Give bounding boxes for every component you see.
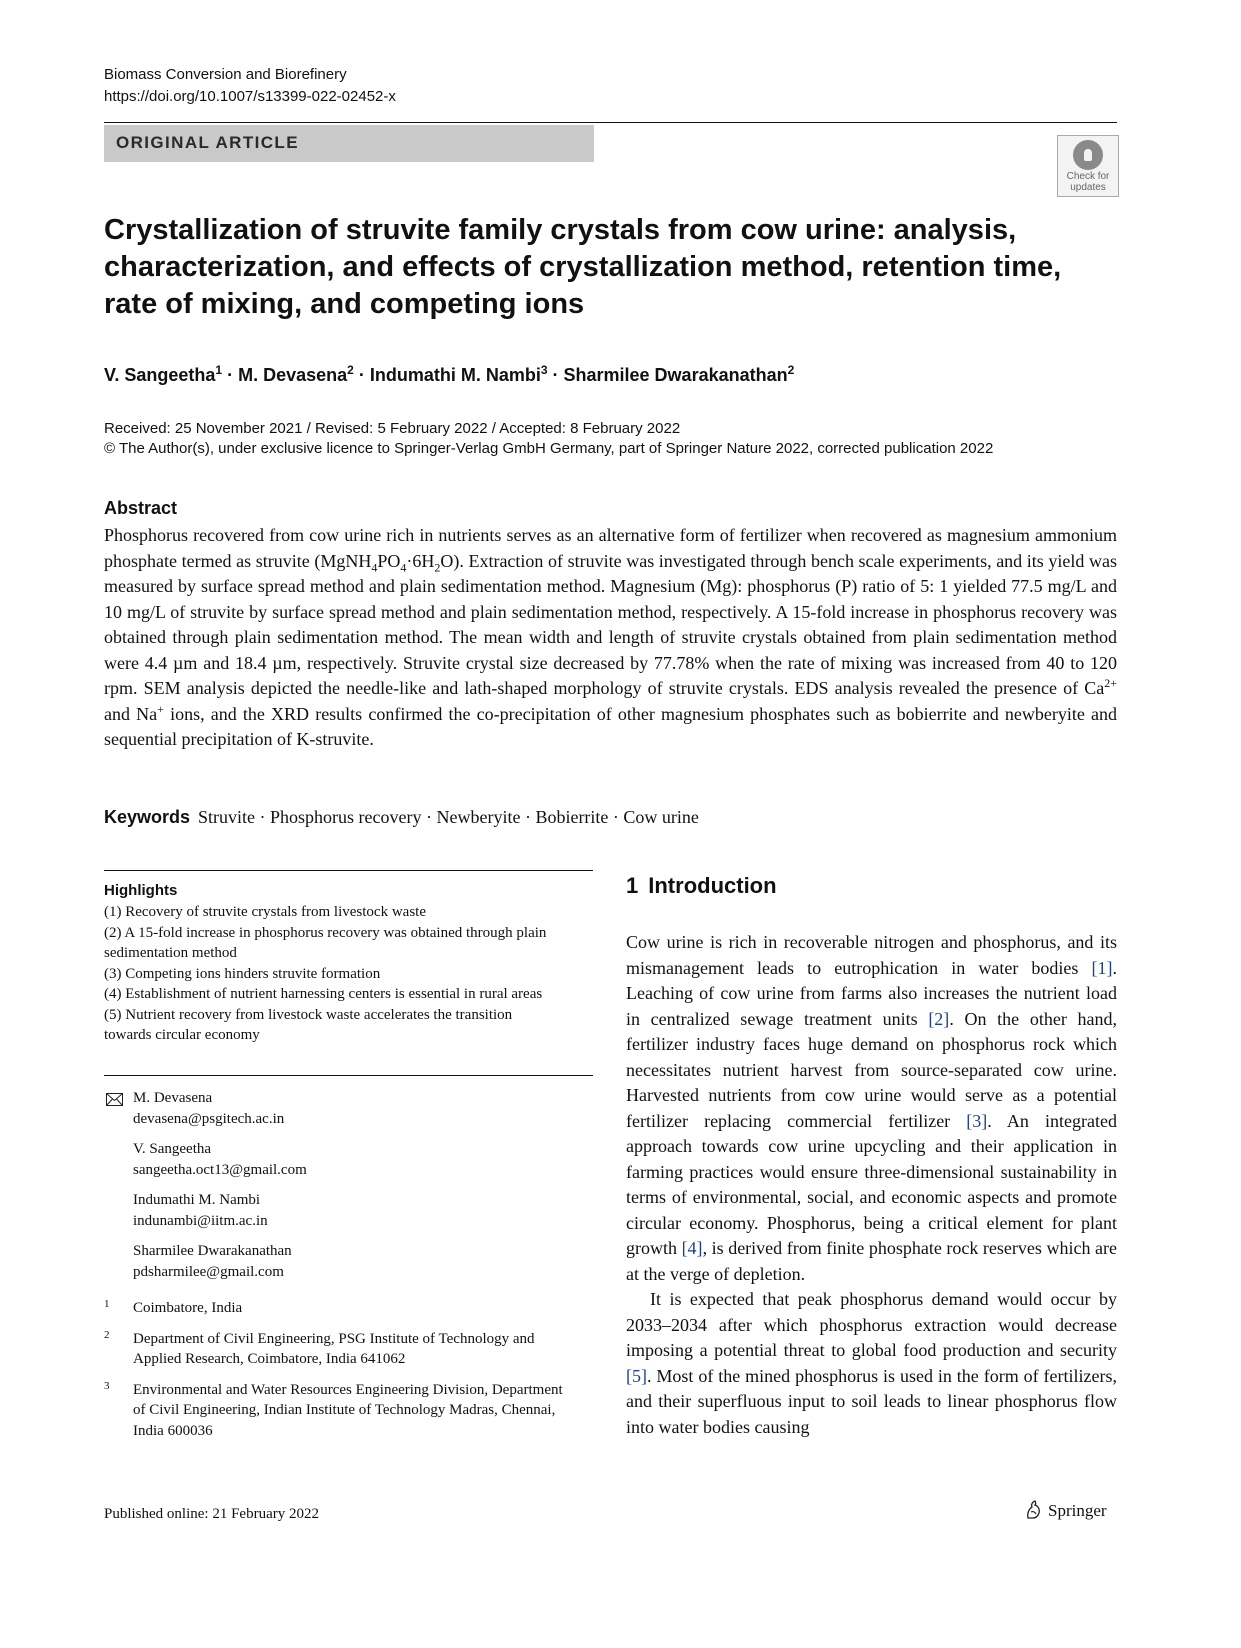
contact-name: Indumathi M. Nambi (133, 1192, 261, 1208)
history-dates: Received: 25 November 2021 / Revised: 5 February 2022 / Accepted: 8 February 2022 (104, 420, 681, 437)
doi-link[interactable]: https://doi.org/10.1007/s13399-022-02452-x (104, 88, 396, 105)
springer-horse-icon (1024, 1500, 1042, 1520)
contact-name: V. Sangeetha (133, 1141, 212, 1157)
author-aff-mark: 2 (787, 363, 795, 377)
highlights-list (104, 902, 554, 1046)
journal-header (104, 64, 396, 108)
intro-paragraph: Cow urine is rich in recoverable nitrogen and phosphorus, and its mismanagement leads to eutrophication in water bodies [1]. Leaching of cow urine from farms also increases the nutrient load in centralized sewage treatment units [2]. On the other hand, fertilizer industry faces huge demand on phosphorus rock which necessitates nutrient harvest from source-separated cow urine. Harvested nutrients from cow urine would serve as a potential fertilizer replacing commercial fertilizer [3]. An integrated approach towards cow urine upcycling and their application in farming practices would ensure three-dimensional sustainability in terms of environmental, social, and economic aspects and promote circular economy. Phosphorus, being a critical element for plant growth [4], is derived from finite phosphate rock reserves which are at the verge of depletion. (626, 932, 1118, 1284)
header-rule (104, 122, 1117, 123)
journal-name: Biomass Conversion and Biorefinery (104, 66, 347, 83)
highlight-item: (3) Competing ions hinders struvite formation (104, 965, 381, 982)
contact-item (133, 1241, 553, 1282)
author-aff-mark: 1 (215, 363, 223, 377)
affiliation-item (104, 1329, 564, 1370)
envelope-icon (106, 1093, 123, 1106)
contact-item (133, 1190, 553, 1231)
affiliation-number: 2 (104, 1328, 110, 1341)
author-aff-mark: 3 (540, 363, 548, 377)
author-name[interactable]: Sharmilee Dwarakanathan (563, 365, 788, 385)
publisher-logo (1024, 1500, 1107, 1521)
affiliation-number: 3 (104, 1379, 110, 1392)
contact-email[interactable]: pdsharmilee@gmail.com (133, 1263, 284, 1280)
intro-paragraph: It is expected that peak phosphorus demand would occur by 2033–2034 after which phosphorus extraction would decrease imposing a potential threat to global food production and security [5]. Most of the mined phosphorus is used in the form of fertilizers, and their superfluous input to soil leads to linear phosphorus flow into water bodies causing (626, 1289, 1117, 1437)
article-title: Crystallization of struvite family crystals from cow urine: analysis, characterization, and effects of crystallization method, retention time, rate of mixing, and competing ions (104, 214, 1062, 320)
contact-item (133, 1139, 553, 1180)
contact-email[interactable]: devasena@psgitech.ac.in (133, 1110, 285, 1127)
highlight-item: (5) Nutrient recovery from livestock waste accelerates the transition towards circular economy (104, 1006, 513, 1043)
copyright-line: © The Author(s), under exclusive licence to Springer-Verlag GmbH Germany, part of Springer Nature 2022, corrected publication 2022 (104, 440, 994, 457)
contact-name: M. Devasena (133, 1090, 213, 1106)
check-for-updates-badge[interactable] (1057, 135, 1119, 197)
highlights-heading: Highlights (104, 882, 178, 899)
affiliation-number: 1 (104, 1298, 110, 1310)
section-title: Introduction (648, 873, 777, 898)
keywords-label: Keywords (104, 807, 191, 827)
author-aff-mark: 2 (347, 363, 354, 377)
affiliation-text: Coimbatore, India (133, 1300, 243, 1316)
introduction-body (626, 930, 1117, 1440)
article-type: ORIGINAL ARTICLE (116, 133, 299, 152)
author-separator: · (222, 365, 239, 385)
affiliation-item (104, 1298, 564, 1319)
affiliation-text: Department of Civil Engineering, PSG Institute of Technology and Applied Research, Coimbatore, India 641062 (133, 1330, 535, 1367)
publisher-name: Springer (1048, 1501, 1107, 1520)
published-date: Published online: 21 February 2022 (104, 1506, 319, 1522)
citation-link[interactable]: [2] (928, 1008, 950, 1029)
citation-link[interactable]: [1] (1091, 957, 1113, 978)
citation-link[interactable]: [3] (966, 1110, 988, 1131)
author-separator: · (547, 365, 564, 385)
author-separator: · (353, 365, 370, 385)
abstract-text: Phosphorus recovered from cow urine rich in nutrients serves as an alternative form of fertilizer when recovered as magnesium ammonium phosphate termed as struvite $(MgNH_4PO_4\cdot 6H_2O)$. Extraction of struvite was investigated through bench scale experiments, and its yield was measured by surface spread method and plain sedimentation method. Magnesium (Mg): phosphorus (P) ratio of 5: 1 yielded 77.5 mg/L and 10 mg/L of struvite by surface spread method and plain sedimentation method, respectively. A 15-fold increase in phosphorus recovery was obtained through plain sedimentation method. The mean width and length of struvite crystals obtained from plain sedimentation method were 4.4 µm and 18.4 µm, respectively. Struvite crystal size decreased by 77.78% when the rate of mixing was increased from 40 to 120 rpm. SEM analysis depicted the needle-like and lath-shaped morphology of struvite crystals. EDS analysis revealed the presence of $Ca^{2+}$ and Na+ ions, and the XRD results confirmed the co-precipitation of other magnesium phosphates such as bobierrite and newberyite and sequential precipitation of K-struvite. (104, 525, 1117, 749)
author-name[interactable]: V. Sangeetha (104, 365, 216, 385)
check-updates-label: Check for updates (1066, 171, 1110, 193)
contact-email[interactable]: sangeetha.oct13@gmail.com (133, 1161, 307, 1178)
affiliation-list (104, 1298, 564, 1451)
contact-email[interactable]: indunambi@iitm.ac.in (133, 1212, 268, 1229)
article-type-band (104, 125, 594, 162)
citation-link[interactable]: [4] (681, 1238, 703, 1258)
highlights-rule (104, 870, 593, 871)
article-dates (104, 419, 993, 459)
section-number: 1 (626, 873, 639, 898)
contact-item (133, 1088, 553, 1129)
keywords-list: Struvite · Phosphorus recovery · Newberyite · Bobierrite · Cow urine (198, 807, 699, 827)
author-name[interactable]: Indumathi M. Nambi (369, 365, 541, 385)
abstract-heading: Abstract (104, 498, 178, 518)
contact-list (133, 1088, 553, 1292)
highlight-item: (1) Recovery of struvite crystals from livestock waste (104, 904, 426, 920)
section-heading-introduction (626, 873, 777, 899)
author-list (104, 358, 794, 387)
contacts-rule (104, 1075, 593, 1076)
bookmark-icon (1073, 140, 1103, 170)
affiliation-text: Environmental and Water Resources Engineering Division, Department of Civil Engineering, Indian Institute of Technology Madras, Chennai, India 600036 (133, 1381, 563, 1439)
keywords-row (104, 805, 699, 829)
author-name[interactable]: M. Devasena (238, 365, 348, 385)
affiliation-item (104, 1380, 564, 1442)
contact-name: Sharmilee Dwarakanathan (133, 1243, 292, 1259)
citation-link[interactable]: [5] (626, 1365, 647, 1386)
highlight-item: (2) A 15-fold increase in phosphorus recovery was obtained through plain sedimentation method (104, 924, 547, 961)
highlight-item: (4) Establishment of nutrient harnessing centers is essential in rural areas (104, 986, 543, 1002)
